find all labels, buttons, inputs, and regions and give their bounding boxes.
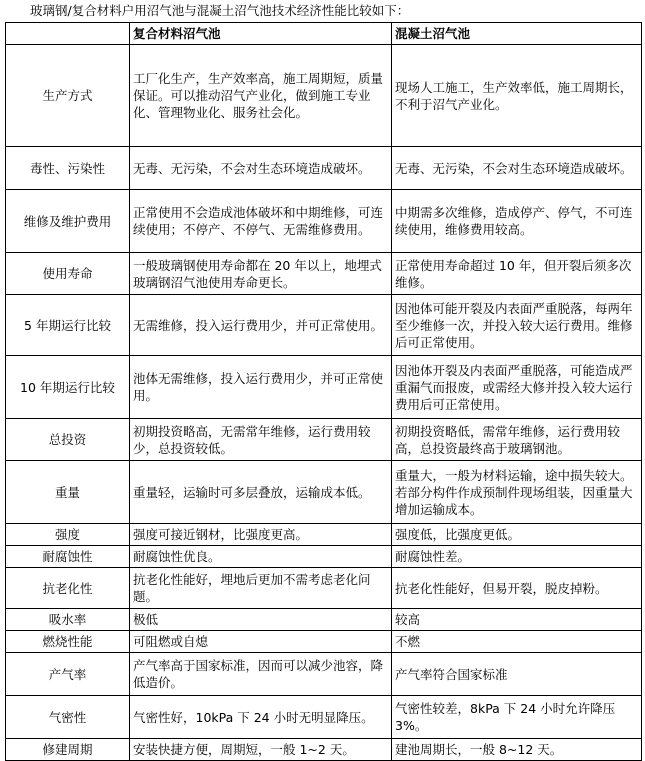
concrete-cell: 因池体可能开裂及内表面严重脱落，每两年至少维修一次，并投入较大运行费用。维修后可正常使用。 bbox=[392, 295, 642, 356]
concrete-cell: 中期需多次维修，造成停产、停气，不可连续使用，维修费用较高。 bbox=[392, 190, 642, 253]
composite-cell: 一般玻璃钢使用寿命都在 20 年以上，地埋式玻璃钢沼气池使用寿命更长。 bbox=[130, 253, 392, 295]
composite-cell: 耐腐蚀性优良。 bbox=[130, 546, 392, 568]
concrete-cell: 重量大，一般为材料运输，途中损失较大。若部分构件作成预制件现场组装，因重量大增加运输成本。 bbox=[392, 461, 642, 524]
row-label: 重量 bbox=[6, 461, 130, 524]
row-label: 5 年期运行比较 bbox=[6, 295, 130, 356]
composite-cell: 抗老化性能好，埋地后更加不需考虑老化问题。 bbox=[130, 568, 392, 609]
composite-cell: 工厂化生产，生产效率高，施工周期短，质量保证。可以推动沼气产业化，做到施工专业化、管理物业化、服务社会化。 bbox=[130, 45, 392, 147]
row-label: 气密性 bbox=[6, 696, 130, 739]
header-concrete: 混凝土沼气池 bbox=[392, 23, 642, 45]
table-header-row bbox=[6, 23, 642, 45]
table-row bbox=[6, 253, 642, 295]
comparison-table bbox=[5, 22, 642, 761]
composite-cell: 重量轻，运输时可多层叠放，运输成本低。 bbox=[130, 461, 392, 524]
composite-cell: 产气率高于国家标准，因而可以减少池容，降低造价。 bbox=[130, 653, 392, 696]
concrete-cell: 初期投资略低，需常年维修，运行费用较高，总投资最终高于玻璃钢池。 bbox=[392, 419, 642, 461]
table-row bbox=[6, 147, 642, 190]
composite-cell: 正常使用不会造成池体破坏和中期维修，可连续使用；不停产、不停气、无需维修费用。 bbox=[130, 190, 392, 253]
concrete-cell: 耐腐蚀性差。 bbox=[392, 546, 642, 568]
table-row bbox=[6, 546, 642, 568]
composite-cell: 初期投资略高，无需常年维修，运行费用较少，总投资较低。 bbox=[130, 419, 392, 461]
table-row bbox=[6, 568, 642, 609]
composite-cell: 强度可接近钢材，比强度更高。 bbox=[130, 524, 392, 546]
table-row bbox=[6, 419, 642, 461]
concrete-cell: 现场人工施工，生产效率低，施工周期长，不利于沼气产业化。 bbox=[392, 45, 642, 147]
row-label: 毒性、污染性 bbox=[6, 147, 130, 190]
table-row bbox=[6, 609, 642, 631]
concrete-cell: 无毒、无污染，不会对生态环境造成破坏。 bbox=[392, 147, 642, 190]
page-title: 玻璃钢/复合材料户用沼气池与混凝土沼气池技术经济性能比较如下： bbox=[30, 3, 410, 18]
table-row bbox=[6, 653, 642, 696]
concrete-cell: 建池周期长，一般 8~12 天。 bbox=[392, 739, 642, 761]
row-label: 总投资 bbox=[6, 419, 130, 461]
table-row bbox=[6, 190, 642, 253]
row-label: 抗老化性 bbox=[6, 568, 130, 609]
row-label: 吸水率 bbox=[6, 609, 130, 631]
concrete-cell: 抗老化性能好，但易开裂，脱皮掉粉。 bbox=[392, 568, 642, 609]
table-row bbox=[6, 631, 642, 653]
table-row bbox=[6, 461, 642, 524]
row-label: 维修及维护费用 bbox=[6, 190, 130, 253]
table-row bbox=[6, 45, 642, 147]
row-label: 10 年期运行比较 bbox=[6, 356, 130, 419]
row-label: 产气率 bbox=[6, 653, 130, 696]
concrete-cell: 不燃 bbox=[392, 631, 642, 653]
header-composite: 复合材料沼气池 bbox=[130, 23, 392, 45]
composite-cell: 安装快捷方便，周期短，一般 1~2 天。 bbox=[130, 739, 392, 761]
table-row bbox=[6, 696, 642, 739]
concrete-cell: 正常使用寿命超过 10 年，但开裂后须多次维修。 bbox=[392, 253, 642, 295]
composite-cell: 无需维修，投入运行费用少，并可正常使用。 bbox=[130, 295, 392, 356]
composite-cell: 无毒、无污染，不会对生态环境造成破坏。 bbox=[130, 147, 392, 190]
table-row bbox=[6, 524, 642, 546]
composite-cell: 极低 bbox=[130, 609, 392, 631]
row-label: 耐腐蚀性 bbox=[6, 546, 130, 568]
table-row bbox=[6, 739, 642, 761]
row-label: 生产方式 bbox=[6, 45, 130, 147]
composite-cell: 气密性好，10kPa 下 24 小时无明显降压。 bbox=[130, 696, 392, 739]
row-label: 修建周期 bbox=[6, 739, 130, 761]
row-label: 强度 bbox=[6, 524, 130, 546]
row-label: 使用寿命 bbox=[6, 253, 130, 295]
table-row bbox=[6, 295, 642, 356]
concrete-cell: 较高 bbox=[392, 609, 642, 631]
concrete-cell: 产气率符合国家标准 bbox=[392, 653, 642, 696]
composite-cell: 池体无需维修，投入运行费用少，并可正常使用。 bbox=[130, 356, 392, 419]
concrete-cell: 强度低，比强度更低。 bbox=[392, 524, 642, 546]
concrete-cell: 因池体开裂及内表面严重脱落，可能造成严重漏气而报废，或需经大修并投入较大运行费用后可正常使用。 bbox=[392, 356, 642, 419]
row-label: 燃烧性能 bbox=[6, 631, 130, 653]
header-empty-cell bbox=[6, 23, 130, 45]
table-row bbox=[6, 356, 642, 419]
concrete-cell: 气密性较差，8kPa 下 24 小时允许降压 3%。 bbox=[392, 696, 642, 739]
composite-cell: 可阻燃或自熄 bbox=[130, 631, 392, 653]
